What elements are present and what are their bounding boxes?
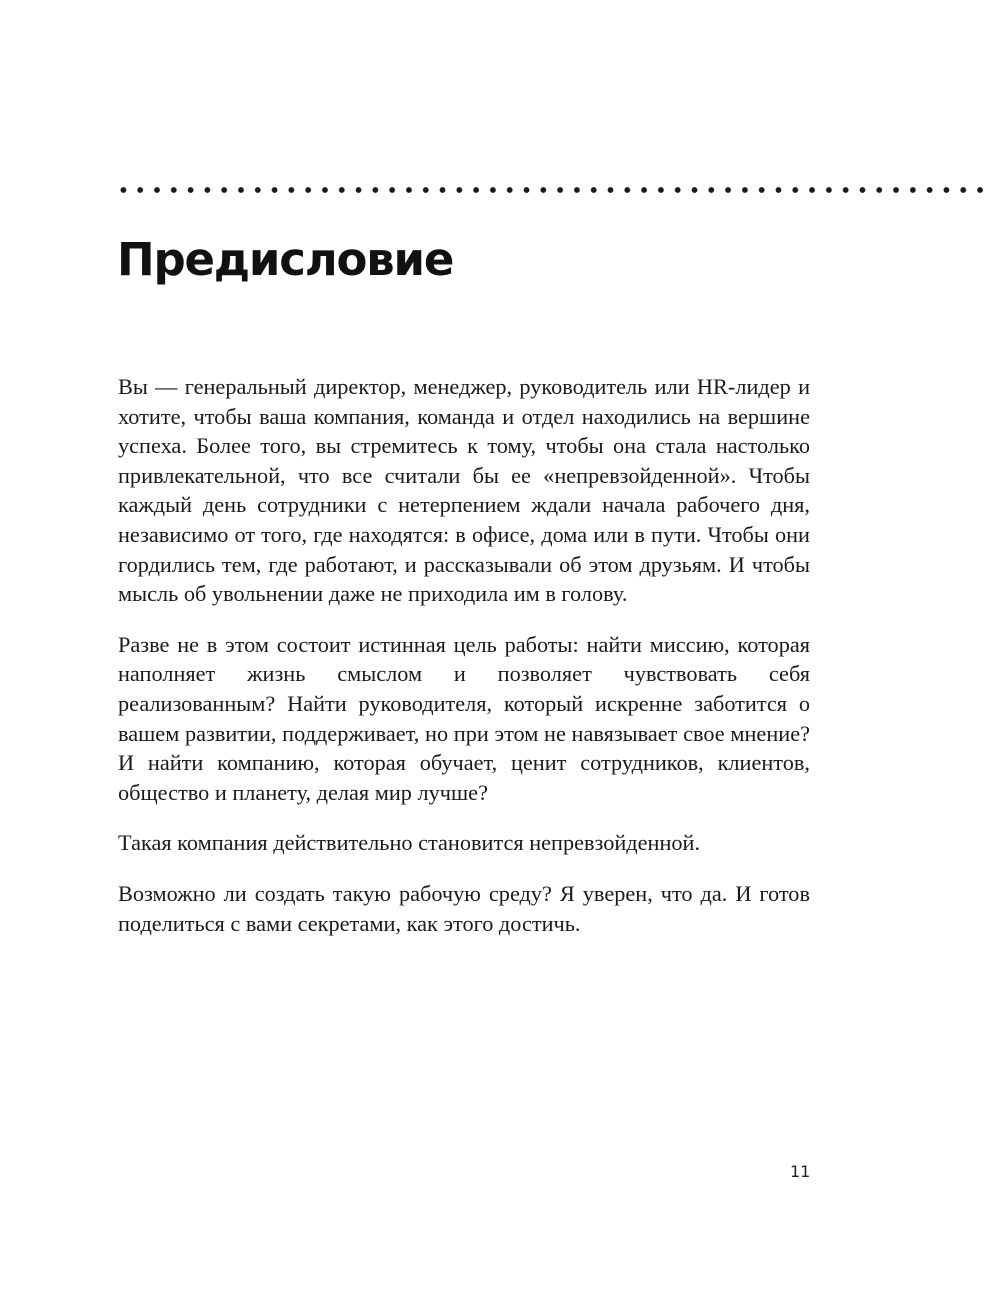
chapter-title: Предисловие — [117, 233, 454, 286]
paragraph-3: Такая компания действительно становится непревзойденной. — [118, 830, 701, 856]
paragraph-2: Разве не в этом состоит истинная цель работы: найти миссию, которая наполняет жизнь смыслом и позволяет чувствовать себя реализованным? Найти руководителя, который искренне заботится о вашем развитии, поддерживает, но при этом не навязывает свое мнение? И найти компанию, которая обучает, ценит сотрудников, клиентов, общество и планету, делая мир лучше? — [118, 631, 810, 805]
page-number: 11 — [790, 1162, 811, 1181]
paragraph-1: Вы — генеральный директор, менеджер, руководитель или HR-лидер и хотите, чтобы ваша компания, команда и отдел находились на вершине успеха. Более того, вы стремитесь к тому, чтобы она стала настолько привлекательной, что все считали бы ее «непревзойденной». Чтобы каждый день сотрудники с нетерпением ждали начала рабочего дня, независимо от того, где находятся: в офисе, дома или в пути. Чтобы они гордились тем, где работают, и рассказывали об этом друзьям. И чтобы мысль об увольнении даже не приходила им в голову. — [118, 374, 810, 607]
paragraph-4: Возможно ли создать такую рабочую среду? Я уверен, что да. И готов поделиться с вами секретами, как этого достичь. — [118, 880, 810, 936]
dotted-rule — [115, 185, 986, 195]
body-text — [118, 372, 810, 959]
